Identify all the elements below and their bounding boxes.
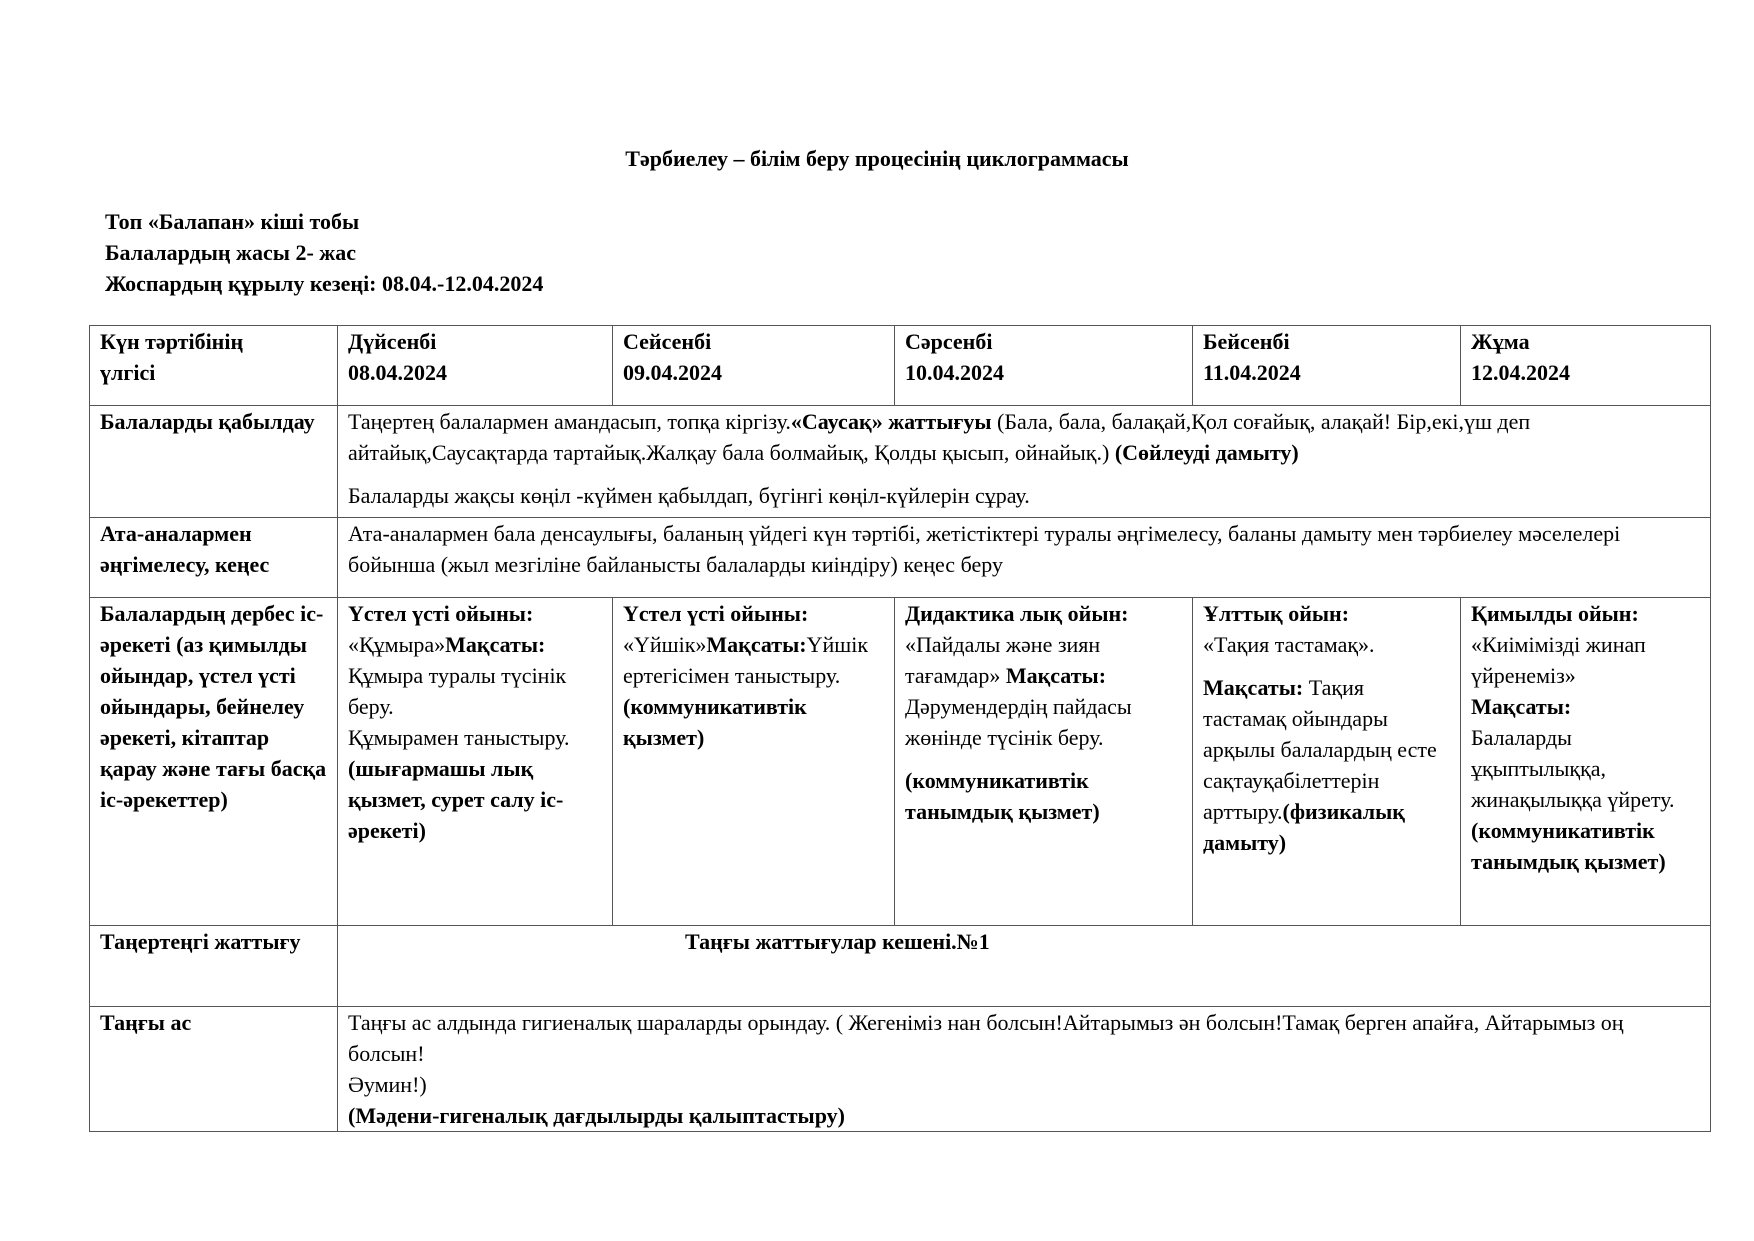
exercise-label: Таңертеңгі жаттығу xyxy=(90,926,338,1007)
game-desc xyxy=(348,629,602,660)
goal-label: Мақсаты: xyxy=(445,632,546,657)
activity-area: (коммуникативтік танымдық қызмет) xyxy=(1471,818,1666,874)
parents-label: Ата-аналармен әңгімелесу, кеңес xyxy=(90,518,338,598)
game-type: Қимылды ойын: xyxy=(1471,601,1639,626)
activity-area: (физикалық дамыту) xyxy=(1203,799,1405,855)
activity-friday xyxy=(1461,598,1711,926)
finger-exercise-title: «Саусақ» жаттығуы xyxy=(790,409,992,434)
goal-label: Мақсаты: xyxy=(1471,694,1572,719)
header-cell-wednesday xyxy=(895,326,1193,406)
day-name: Сейсенбі xyxy=(623,329,712,354)
age-line: Балалардың жасы 2- жас xyxy=(105,240,356,265)
document-title: Тәрбиелеу – білім беру процесінің циклограммасы xyxy=(625,146,1129,171)
hygiene-skills-note: (Мәдени-гигеналық дағдылырды қалыптастыру) xyxy=(348,1103,845,1128)
reception-row xyxy=(90,406,1711,518)
activity-row xyxy=(90,598,1711,926)
speech-development-note: (Сөйлеуді дамыту) xyxy=(1114,440,1299,465)
game-name: «Құмыра» xyxy=(348,632,446,657)
game-desc xyxy=(623,629,884,691)
day-date: 08.04.2024 xyxy=(348,360,447,385)
header-cell-tuesday xyxy=(613,326,895,406)
header-cell-monday xyxy=(338,326,613,406)
exercise-row xyxy=(90,926,1711,1007)
goal-label: Мақсаты: xyxy=(1203,675,1304,700)
header-label-line: Күн тәртібінің xyxy=(100,329,244,354)
goal-text: Дәрумендердің пайдасы жөнінде түсінік беру. xyxy=(905,694,1132,750)
exercise-text: Таңғы жаттығулар кешені.№1 xyxy=(685,929,990,954)
reception-label: Балаларды қабылдау xyxy=(90,406,338,518)
goal-text: Балаларды ұқыптылыққа, жинақылыққа үйрету. xyxy=(1471,725,1675,812)
parents-row xyxy=(90,518,1711,598)
header-label-line: үлгісі xyxy=(100,360,156,385)
day-name: Жұма xyxy=(1471,329,1530,354)
breakfast-row xyxy=(90,1007,1711,1132)
day-name: Бейсенбі xyxy=(1203,329,1290,354)
table-header-row xyxy=(90,326,1711,406)
day-date: 11.04.2024 xyxy=(1203,360,1301,385)
goal-label: Мақсаты: xyxy=(1005,663,1107,688)
breakfast-label: Таңғы ас xyxy=(90,1007,338,1132)
activity-thursday xyxy=(1193,598,1461,926)
day-name: Дүйсенбі xyxy=(348,329,437,354)
breakfast-content xyxy=(338,1007,1711,1132)
day-name: Сәрсенбі xyxy=(905,329,993,354)
game-desc xyxy=(905,629,1182,691)
exercise-content xyxy=(338,926,1711,1007)
group-line: Топ «Балапан» кіші тобы xyxy=(105,209,360,234)
game-name: «Үйшік» xyxy=(623,632,707,657)
game-name: «Тақия тастамақ». xyxy=(1203,632,1375,657)
game-desc xyxy=(1203,672,1450,858)
reception-text: Таңертең балалармен амандасып, топқа кіргізу. xyxy=(348,409,791,434)
activity-area: (шығармашы лық қызмет, сурет салу іс-әрекеті) xyxy=(348,756,564,843)
reception-mood: Балаларды жақсы көңіл -күймен қабылдап, бүгінгі көңіл-күйлерін сұрау. xyxy=(348,483,1030,508)
goal-text: Тақия тастамақ ойындары арқылы балалардың есте сақтауқабілеттерін арттыру. xyxy=(1203,675,1437,824)
activity-monday xyxy=(338,598,613,926)
plan-header xyxy=(105,206,543,299)
game-type: Ұлттық ойын: xyxy=(1203,601,1350,626)
goal-text-extra: Құмырамен таныстыру. xyxy=(348,725,570,750)
reception-content xyxy=(338,406,1711,518)
activity-wednesday xyxy=(895,598,1193,926)
header-cell-thursday xyxy=(1193,326,1461,406)
activity-label: Балалардың дербес іс-әрекеті (аз қимылды ойындар, үстел үсті ойындары, бейнелеу әрекеті, кітаптар қарау және тағы басқа іс-әрекеттер) xyxy=(90,598,338,926)
day-date: 10.04.2024 xyxy=(905,360,1004,385)
game-name: «Пайдалы және зиян тағамдар» xyxy=(905,632,1101,688)
header-cell-routine xyxy=(90,326,338,406)
game-name: «Киімімізді жинап үйренеміз» xyxy=(1471,632,1646,688)
period-line: Жоспардың құрылу кезеңі: 08.04.-12.04.2024 xyxy=(105,271,544,296)
reception-rhyme: (Бала, бала, балақай,Қол соғайық, алақай! Бір,екі,үш деп айтайық,Саусақтарда тартайық.Жалқау бала болмайық, Қолды қысып, ойнайық.) xyxy=(348,409,1531,465)
goal-text: Құмыра туралы түсінік беру. xyxy=(348,663,567,719)
game-desc xyxy=(1471,722,1700,877)
header-cell-friday xyxy=(1461,326,1711,406)
game-type: Үстел үсті ойыны: xyxy=(623,601,809,626)
schedule-table xyxy=(89,325,1711,1132)
day-date: 09.04.2024 xyxy=(623,360,722,385)
day-date: 12.04.2024 xyxy=(1471,360,1570,385)
activity-area: (коммуникативтік танымдық қызмет) xyxy=(905,768,1100,824)
breakfast-text: Таңғы ас алдында гигиеналық шараларды орындау. ( Жегеніміз нан болсын!Айтарымыз ән болсын!Тамақ берген апайға, Айтарымыз оң болсын! xyxy=(348,1010,1624,1066)
game-type: Үстел үсті ойыны: xyxy=(348,601,534,626)
activity-area: (коммуникативтік қызмет) xyxy=(623,694,807,750)
reception-paragraph xyxy=(348,406,1700,468)
game-type: Дидактика лық ойын: xyxy=(905,601,1129,626)
goal-label: Мақсаты: xyxy=(706,632,807,657)
breakfast-text-end: Әумин!) xyxy=(348,1072,427,1097)
activity-tuesday xyxy=(613,598,895,926)
goal-text: Үйшік ертегісімен таныстыру. xyxy=(623,632,869,688)
parents-content: Ата-аналармен бала денсаулығы, баланың үйдегі күн тәртібі, жетістіктері туралы әңгімелесу, баланы дамыту мен тәрбиелеу мәселелері бойынша (жыл мезгіліне байланысты балаларды киіндіру) кеңес беру xyxy=(338,518,1711,598)
